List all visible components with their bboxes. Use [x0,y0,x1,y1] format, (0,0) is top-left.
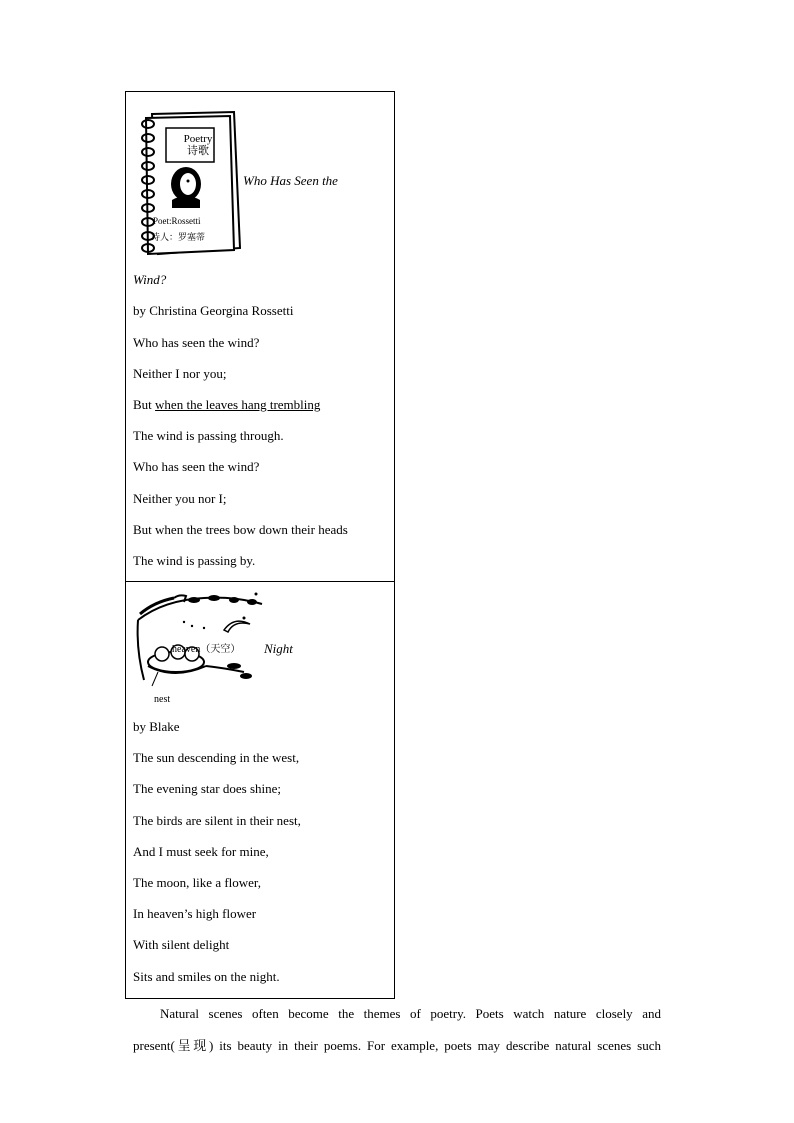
poem-line: The wind is passing by. [133,553,256,568]
book-poet-en: Poet:Rossetti [153,216,201,226]
poem-line: The moon, like a flower, [133,875,261,890]
poem-title: Night [264,641,293,656]
poem-line: The birds are silent in their nest, [133,813,301,828]
poem-author: by Blake [133,719,180,734]
poem-line: And I must seek for mine, [133,844,269,859]
book-label-cn: 诗歌 [187,144,209,157]
poem-line [133,397,320,413]
book-poet-cn: 诗人：罗塞蒂 [151,233,206,243]
book-label-en: Poetry [183,133,213,145]
poem-author: by Christina Georgina Rossetti [133,303,294,318]
poem-line: Neither I nor you; [133,366,227,381]
body-paragraph-line1: Natural scenes often become the themes of poetry. Poets watch nature closely and [160,1006,661,1021]
poem-line: The sun descending in the west, [133,750,300,765]
body-paragraph-line2: present(呈现) its beauty in their poems. For example, poets may describe natural scenes such [133,1038,661,1053]
underlined-phrase: when the leaves hang trembling [155,397,321,412]
poet-portrait-icon [171,167,201,208]
poem-cell-rossetti [126,92,394,582]
poem-title-part2: Wind? [133,272,167,287]
poem-line: With silent delight [133,937,230,952]
poem-line: The wind is passing through. [133,428,284,443]
illustration-label-heaven: heaven（天空） [172,644,241,655]
poem-table [125,91,395,999]
poem-line: Neither you nor I; [133,491,227,506]
poem-cell-blake [126,582,394,998]
illustration-label-nest: nest [154,694,171,705]
poem-line: In heaven’s high flower [133,906,257,921]
poem-line: But when the trees bow down their heads [133,522,348,537]
poem-line: Who has seen the wind? [133,335,260,350]
poem-line: The evening star does shine; [133,781,282,796]
poem-line: Sits and smiles on the night. [133,969,280,984]
poem-title-part1: Who Has Seen the [243,173,338,188]
moon-icon [224,621,250,632]
poem-line-prefix: But [133,397,156,412]
poem-line: Who has seen the wind? [133,459,260,474]
